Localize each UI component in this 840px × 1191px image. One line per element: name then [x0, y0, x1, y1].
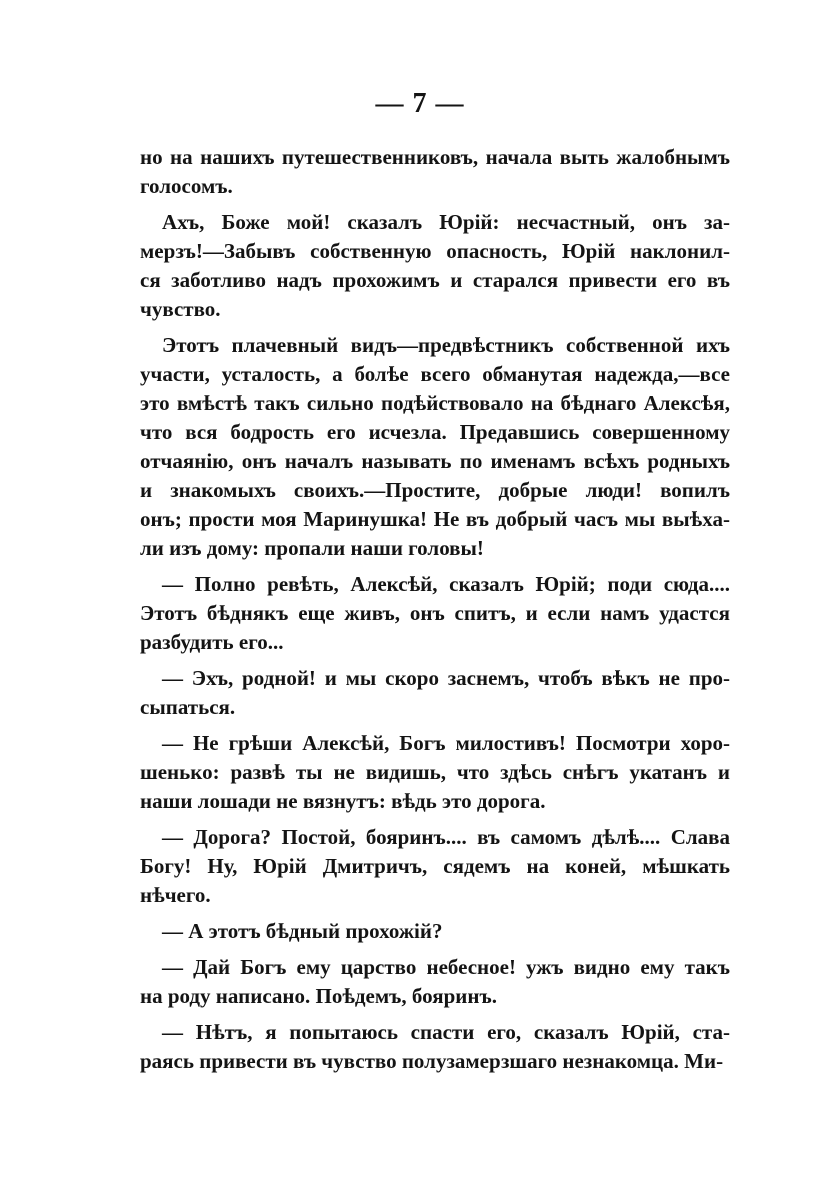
paragraph: [140, 331, 730, 563]
text-line: сыпаться.: [140, 695, 236, 719]
text-line: Богу! Ну, Юрій Дмитричъ, сядемъ на коней, мѣшкать: [140, 854, 730, 878]
text-line: — Полно ревѣть, Алексѣй, сказалъ Юрій; поди сюда....: [162, 572, 730, 596]
text-line: участи, усталость, а болѣе всего обманутая надежда,—все: [140, 362, 730, 386]
text-line: что вся бодрость его исчезла. Предавшись совершенному: [140, 420, 730, 444]
paragraph-gap: [140, 657, 730, 664]
text-line: ся заботливо надъ прохожимъ и старался привести его въ: [140, 268, 730, 292]
text-line: мерзъ!—Забывъ собственную опасность, Юрій наклонил-: [140, 239, 730, 263]
text-line: отчаянію, онъ началъ называть по именамъ всѣхъ родныхъ: [140, 449, 730, 473]
text-line: это вмѣстѣ такъ сильно подѣйствовало на бѣднаго Алексѣя,: [140, 391, 730, 415]
paragraph-gap: [140, 946, 730, 953]
text-line: шенько: развѣ ты не видишь, что здѣсь снѣгъ укатанъ и: [140, 760, 730, 784]
paragraph: [140, 570, 730, 657]
paragraph: [140, 917, 730, 946]
text-line: чувство.: [140, 297, 221, 321]
text-line: Ахъ, Боже мой! сказалъ Юрій: несчастный, онъ за-: [162, 210, 730, 234]
paragraph-gap: [140, 563, 730, 570]
paragraph: [140, 1018, 730, 1076]
text-line: наши лошади не вязнутъ: вѣдь это дорога.: [140, 789, 546, 813]
paragraph-gap: [140, 722, 730, 729]
text-line: голосомъ.: [140, 174, 233, 198]
text-line: нѣчего.: [140, 883, 211, 907]
paragraph-gap: [140, 1011, 730, 1018]
paragraph: [140, 953, 730, 1011]
text-line: — Не грѣши Алексѣй, Богъ милостивъ! Посмотри хоро-: [162, 731, 730, 755]
page-number: — 7 —: [375, 88, 465, 119]
paragraph-gap: [140, 324, 730, 331]
text-line: — Нѣтъ, я попытаюсь спасти его, сказалъ Юрій, ста-: [162, 1020, 730, 1044]
paragraph: [140, 143, 730, 201]
text-line: онъ; прости моя Маринушка! Не въ добрый часъ мы выѣха-: [140, 507, 730, 531]
text-line: — Эхъ, родной! и мы скоро заснемъ, чтобъ вѣкъ не про-: [162, 666, 730, 690]
paragraph: [140, 729, 730, 816]
text-line: — А этотъ бѣдный прохожій?: [162, 919, 443, 943]
body-text: [140, 143, 730, 1076]
paragraph: [140, 823, 730, 910]
text-line: раясь привести въ чувство полузамерзшаго незнакомца. Ми-: [140, 1049, 724, 1073]
text-line: Этотъ бѣднякъ еще живъ, онъ спитъ, и если намъ удастся: [140, 601, 730, 625]
text-line: и знакомыхъ своихъ.—Простите, добрые люди! вопилъ: [140, 478, 730, 502]
paragraph-gap: [140, 816, 730, 823]
text-line: но на нашихъ путешественниковъ, начала выть жалобнымъ: [140, 145, 730, 169]
paragraph-gap: [140, 201, 730, 208]
text-line: на роду написано. Поѣдемъ, бояринъ.: [140, 984, 497, 1008]
text-line: — Дай Богъ ему царство небесное! ужъ видно ему такъ: [162, 955, 730, 979]
text-line: — Дорога? Постой, бояринъ.... въ самомъ дѣлѣ.... Слава: [162, 825, 730, 849]
text-line: ли изъ дому: пропали наши головы!: [140, 536, 484, 560]
paragraph: [140, 208, 730, 324]
text-line: разбудить его...: [140, 630, 284, 654]
paragraph: [140, 664, 730, 722]
paragraph-gap: [140, 910, 730, 917]
text-line: Этотъ плачевный видъ—предвѣстникъ собственной ихъ: [162, 333, 730, 357]
